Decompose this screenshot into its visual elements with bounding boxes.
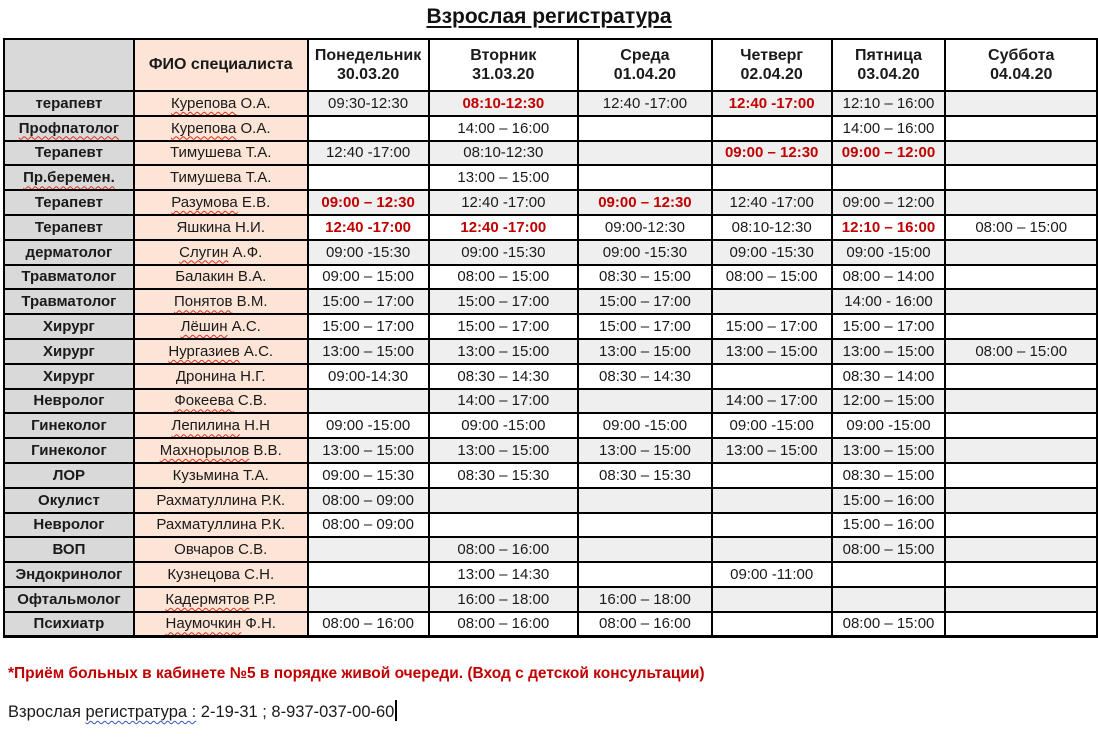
time-cell xyxy=(712,513,832,538)
time-cell: 08:00 – 15:00 xyxy=(832,537,946,562)
time-cell: 09:00 -15:30 xyxy=(578,240,712,265)
table-row xyxy=(4,537,1097,562)
specialty-cell: Терапевт xyxy=(4,215,134,240)
time-cell xyxy=(308,389,429,414)
specialist-name-cell: Балакин В.А. xyxy=(134,265,308,290)
time-cell: 13:00 – 15:00 xyxy=(832,438,946,463)
day-header-1: Понедельник 30.03.20 xyxy=(308,39,429,91)
day-header-3: Среда 01.04.20 xyxy=(578,39,712,91)
specialty-cell: Хирург xyxy=(4,364,134,389)
time-cell: 08:00 – 15:00 xyxy=(712,265,832,290)
specialty-cell: Пр.беремен. xyxy=(4,165,134,190)
specialty-cell: Психиатр xyxy=(4,612,134,637)
time-cell xyxy=(712,116,832,141)
time-cell: 09:00 -15:00 xyxy=(832,413,946,438)
time-cell: 14:00 – 17:00 xyxy=(712,389,832,414)
time-cell xyxy=(832,165,946,190)
time-cell: 08:00 – 16:00 xyxy=(308,612,429,637)
time-cell: 13:00 – 15:00 xyxy=(429,165,579,190)
time-cell: 09:00 -15:30 xyxy=(429,240,579,265)
time-cell: 13:00 – 15:00 xyxy=(429,438,579,463)
specialty-cell: Травматолог xyxy=(4,289,134,314)
time-cell xyxy=(712,463,832,488)
time-cell: 09:00 – 12:30 xyxy=(712,141,832,166)
time-cell xyxy=(712,165,832,190)
time-cell xyxy=(712,612,832,637)
time-cell xyxy=(832,562,946,587)
time-cell: 12:10 – 16:00 xyxy=(832,91,946,116)
time-cell: 08:00 – 16:00 xyxy=(578,612,712,637)
day-header-6: Суббота 04.04.20 xyxy=(945,39,1097,91)
time-cell: 15:00 – 17:00 xyxy=(578,289,712,314)
specialist-name-cell: Курепова О.А. xyxy=(134,91,308,116)
table-row xyxy=(4,240,1097,265)
day-header-5: Пятница 03.04.20 xyxy=(832,39,946,91)
time-cell xyxy=(712,488,832,513)
table-row xyxy=(4,265,1097,290)
time-cell: 13:00 – 15:00 xyxy=(429,339,579,364)
specialty-cell: Невролог xyxy=(4,389,134,414)
specialty-cell: Гинеколог xyxy=(4,413,134,438)
time-cell: 08:30 – 14:30 xyxy=(578,364,712,389)
time-cell xyxy=(945,265,1097,290)
specialist-name-cell: Нургазиев А.С. xyxy=(134,339,308,364)
time-cell: 09:00 -15:00 xyxy=(578,413,712,438)
table-row xyxy=(4,91,1097,116)
time-cell: 08:30 – 15:30 xyxy=(578,463,712,488)
time-cell: 16:00 – 18:00 xyxy=(429,587,579,612)
table-row xyxy=(4,165,1097,190)
walk-in-note: *Приём больных в кабинете №5 в порядке живой очереди. (Вход с детской консультации) xyxy=(8,665,705,682)
time-cell: 14:00 - 16:00 xyxy=(832,289,946,314)
time-cell xyxy=(945,389,1097,414)
specialty-cell: Гинеколог xyxy=(4,438,134,463)
name-header-cell: ФИО специалиста xyxy=(134,39,308,91)
time-cell: 09:00 -15:30 xyxy=(712,240,832,265)
specialty-cell: Травматолог xyxy=(4,265,134,290)
time-cell: 09:00 -15:30 xyxy=(308,240,429,265)
time-cell: 13:00 – 15:00 xyxy=(578,339,712,364)
specialist-name-cell: Рахматуллина Р.К. xyxy=(134,488,308,513)
time-cell: 08:00 – 16:00 xyxy=(429,537,579,562)
specialty-cell: Хирург xyxy=(4,339,134,364)
specialist-name-cell: Слугин А.Ф. xyxy=(134,240,308,265)
time-cell xyxy=(308,537,429,562)
time-cell xyxy=(945,165,1097,190)
table-row xyxy=(4,587,1097,612)
time-cell xyxy=(578,537,712,562)
time-cell xyxy=(578,513,712,538)
table-row xyxy=(4,513,1097,538)
time-cell xyxy=(578,165,712,190)
table-row xyxy=(4,141,1097,166)
table-row xyxy=(4,364,1097,389)
specialist-name-cell: Лепилина Н.Н xyxy=(134,413,308,438)
time-cell: 09:00 -15:00 xyxy=(308,413,429,438)
time-cell: 12:10 – 16:00 xyxy=(832,215,946,240)
time-cell: 08:00 – 15:00 xyxy=(945,215,1097,240)
time-cell: 15:00 – 17:00 xyxy=(832,314,946,339)
time-cell: 09:00 – 12:00 xyxy=(832,190,946,215)
time-cell: 14:00 – 17:00 xyxy=(429,389,579,414)
time-cell xyxy=(712,587,832,612)
time-cell xyxy=(308,165,429,190)
time-cell: 12:40 -17:00 xyxy=(712,190,832,215)
registry-phone-line[interactable] xyxy=(8,700,397,722)
table-row xyxy=(4,215,1097,240)
time-cell: 15:00 – 17:00 xyxy=(308,289,429,314)
specialist-name-cell: Рахматуллина Р.К. xyxy=(134,513,308,538)
phone-prefix: Взрослая xyxy=(8,703,86,721)
specialist-name-cell: Тимушева Т.А. xyxy=(134,165,308,190)
time-cell xyxy=(945,537,1097,562)
time-cell: 09:00 – 15:30 xyxy=(308,463,429,488)
day-header-2: Вторник 31.03.20 xyxy=(429,39,579,91)
time-cell xyxy=(945,91,1097,116)
corner-cell xyxy=(4,39,134,91)
time-cell xyxy=(945,463,1097,488)
time-cell: 15:00 – 17:00 xyxy=(712,314,832,339)
time-cell xyxy=(945,190,1097,215)
specialist-name-cell: Кузьмина Т.А. xyxy=(134,463,308,488)
time-cell: 08:00 – 15:00 xyxy=(832,612,946,637)
time-cell: 08:00 – 09:00 xyxy=(308,488,429,513)
time-cell xyxy=(429,513,579,538)
specialist-name-cell: Дронина Н.Г. xyxy=(134,364,308,389)
header-row xyxy=(4,39,1097,91)
time-cell xyxy=(832,587,946,612)
time-cell: 08:30 – 15:30 xyxy=(429,463,579,488)
specialist-name-cell: Фокеева С.В. xyxy=(134,389,308,414)
specialty-cell: Терапевт xyxy=(4,190,134,215)
specialist-name-cell: Лёшин А.С. xyxy=(134,314,308,339)
table-row xyxy=(4,488,1097,513)
time-cell xyxy=(578,141,712,166)
time-cell: 14:00 – 16:00 xyxy=(429,116,579,141)
time-cell xyxy=(945,587,1097,612)
time-cell xyxy=(945,116,1097,141)
text-cursor xyxy=(395,700,397,721)
time-cell: 08:30 – 14:00 xyxy=(832,364,946,389)
time-cell: 15:00 – 17:00 xyxy=(429,314,579,339)
time-cell: 16:00 – 18:00 xyxy=(578,587,712,612)
specialist-name-cell: Кузнецова С.Н. xyxy=(134,562,308,587)
specialist-name-cell: Кадермятов Р.Р. xyxy=(134,587,308,612)
time-cell xyxy=(429,488,579,513)
time-cell: 13:00 – 15:00 xyxy=(712,438,832,463)
time-cell: 08:00 – 15:00 xyxy=(429,265,579,290)
time-cell: 08:10-12:30 xyxy=(712,215,832,240)
time-cell: 08:30 – 15:00 xyxy=(578,265,712,290)
time-cell: 08:30 – 15:00 xyxy=(832,463,946,488)
time-cell: 08:30 – 14:30 xyxy=(429,364,579,389)
specialty-cell: Терапевт xyxy=(4,141,134,166)
time-cell: 09:00 -15:00 xyxy=(429,413,579,438)
time-cell: 09:00 -15:00 xyxy=(832,240,946,265)
time-cell xyxy=(578,488,712,513)
specialist-name-cell: Курепова О.А. xyxy=(134,116,308,141)
specialty-cell: Офтальмолог xyxy=(4,587,134,612)
specialist-name-cell: Наумочкин Ф.Н. xyxy=(134,612,308,637)
time-cell: 13:00 – 15:00 xyxy=(712,339,832,364)
time-cell xyxy=(945,562,1097,587)
table-row xyxy=(4,413,1097,438)
specialist-name-cell: Разумова Е.В. xyxy=(134,190,308,215)
phone-misspelled-word: регистратура : xyxy=(85,703,197,721)
specialist-name-cell: Понятов В.М. xyxy=(134,289,308,314)
time-cell: 09:00 – 12:00 xyxy=(832,141,946,166)
time-cell: 08:10-12:30 xyxy=(429,141,579,166)
time-cell: 13:00 – 14:30 xyxy=(429,562,579,587)
time-cell xyxy=(308,587,429,612)
table-row xyxy=(4,612,1097,637)
table-row xyxy=(4,389,1097,414)
time-cell: 12:40 -17:00 xyxy=(429,215,579,240)
time-cell: 13:00 – 15:00 xyxy=(308,438,429,463)
time-cell: 09:00-12:30 xyxy=(578,215,712,240)
table-row xyxy=(4,190,1097,215)
table-row xyxy=(4,339,1097,364)
time-cell: 14:00 – 16:00 xyxy=(832,116,946,141)
specialty-cell: Невролог xyxy=(4,513,134,538)
specialist-name-cell: Махнорылов В.В. xyxy=(134,438,308,463)
time-cell: 08:00 – 09:00 xyxy=(308,513,429,538)
specialty-cell: дерматолог xyxy=(4,240,134,265)
time-cell xyxy=(308,116,429,141)
time-cell: 08:00 – 14:00 xyxy=(832,265,946,290)
specialty-cell: терапевт xyxy=(4,91,134,116)
specialty-cell: ВОП xyxy=(4,537,134,562)
table-row xyxy=(4,562,1097,587)
specialty-cell: Хирург xyxy=(4,314,134,339)
time-cell: 15:00 – 17:00 xyxy=(429,289,579,314)
day-header-4: Четверг 02.04.20 xyxy=(712,39,832,91)
table-row xyxy=(4,438,1097,463)
table-row xyxy=(4,314,1097,339)
table-row xyxy=(4,289,1097,314)
specialist-name-cell: Тимушева Т.А. xyxy=(134,141,308,166)
time-cell xyxy=(578,116,712,141)
time-cell xyxy=(945,364,1097,389)
time-cell: 13:00 – 15:00 xyxy=(832,339,946,364)
time-cell: 15:00 – 16:00 xyxy=(832,513,946,538)
time-cell xyxy=(308,562,429,587)
time-cell xyxy=(945,612,1097,637)
time-cell: 12:00 – 15:00 xyxy=(832,389,946,414)
time-cell xyxy=(945,314,1097,339)
time-cell xyxy=(945,438,1097,463)
time-cell: 08:10-12:30 xyxy=(429,91,579,116)
time-cell: 15:00 – 16:00 xyxy=(832,488,946,513)
time-cell xyxy=(945,240,1097,265)
schedule-table xyxy=(3,38,1098,638)
time-cell xyxy=(712,289,832,314)
time-cell: 12:40 -17:00 xyxy=(308,141,429,166)
specialty-cell: Эндокринолог xyxy=(4,562,134,587)
page-title: Взрослая регистратура xyxy=(426,5,672,28)
specialist-name-cell: Овчаров С.В. xyxy=(134,537,308,562)
time-cell xyxy=(945,413,1097,438)
table-row xyxy=(4,463,1097,488)
time-cell xyxy=(945,289,1097,314)
time-cell: 09:00 -11:00 xyxy=(712,562,832,587)
time-cell: 08:00 – 15:00 xyxy=(945,339,1097,364)
time-cell xyxy=(578,562,712,587)
schedule-body xyxy=(4,91,1097,637)
time-cell: 09:00 -15:00 xyxy=(712,413,832,438)
time-cell: 12:40 -17:00 xyxy=(712,91,832,116)
time-cell xyxy=(578,389,712,414)
table-row xyxy=(4,116,1097,141)
time-cell: 09:00-14:30 xyxy=(308,364,429,389)
specialist-name-cell: Яшкина Н.И. xyxy=(134,215,308,240)
time-cell: 15:00 – 17:00 xyxy=(578,314,712,339)
time-cell: 13:00 – 15:00 xyxy=(578,438,712,463)
time-cell: 09:30-12:30 xyxy=(308,91,429,116)
time-cell xyxy=(945,513,1097,538)
time-cell: 12:40 -17:00 xyxy=(578,91,712,116)
specialty-cell: ЛОР xyxy=(4,463,134,488)
time-cell xyxy=(945,141,1097,166)
time-cell: 09:00 – 15:00 xyxy=(308,265,429,290)
time-cell: 08:00 – 16:00 xyxy=(429,612,579,637)
time-cell xyxy=(712,537,832,562)
specialty-cell: Профпатолог xyxy=(4,116,134,141)
time-cell: 09:00 – 12:30 xyxy=(578,190,712,215)
time-cell: 12:40 -17:00 xyxy=(308,215,429,240)
phone-numbers: 2-19-31 ; 8-937-037-00-60 xyxy=(196,703,395,721)
time-cell: 13:00 – 15:00 xyxy=(308,339,429,364)
time-cell xyxy=(712,364,832,389)
time-cell: 09:00 – 12:30 xyxy=(308,190,429,215)
time-cell xyxy=(945,488,1097,513)
specialty-cell: Окулист xyxy=(4,488,134,513)
time-cell: 15:00 – 17:00 xyxy=(308,314,429,339)
time-cell: 12:40 -17:00 xyxy=(429,190,579,215)
